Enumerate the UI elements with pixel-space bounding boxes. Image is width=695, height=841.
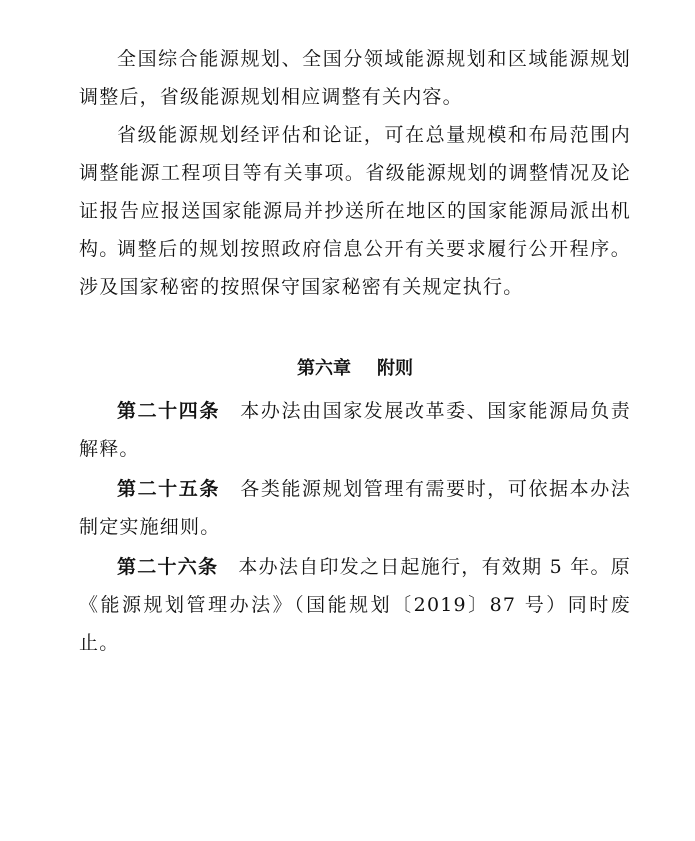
paragraph-1: 全国综合能源规划、全国分领域能源规划和区域能源规划调整后，省级能源规划相应调整有关内容。	[79, 48, 631, 108]
chapter-title: 附则	[377, 358, 413, 379]
article-label: 第二十四条	[117, 400, 220, 422]
article-label: 第二十五条	[117, 478, 220, 500]
article-26	[79, 548, 631, 662]
article-label: 第二十六条	[117, 556, 219, 578]
chapter-heading	[79, 350, 631, 388]
chapter-number: 第六章	[297, 358, 351, 379]
paragraph-3: 调整后的规划按照政府信息公开有关要求履行公开程序。涉及国家秘密的按照保守国家秘密有关规定执行。	[79, 238, 631, 298]
article-text: 各类能源规划管理有需要时，可依据本办法制定实施细则。	[79, 478, 631, 538]
paragraph-2: 省级能源规划经评估和论证，可在总量规模和布局范围内调整能源工程项目等有关事项。省级能源规划的调整情况及论证报告应报送国家能源局并抄送所在地区的国家能源局派出机构。	[79, 124, 631, 260]
article-text: 本办法由国家发展改革委、国家能源局负责解释。	[79, 400, 631, 460]
article-text: 本办法自印发之日起施行，有效期 5 年。原《能源规划管理办法》（国能规划〔2019〕87 号）同时废止。	[79, 556, 631, 654]
article-25	[79, 470, 631, 546]
article-24	[79, 392, 631, 468]
